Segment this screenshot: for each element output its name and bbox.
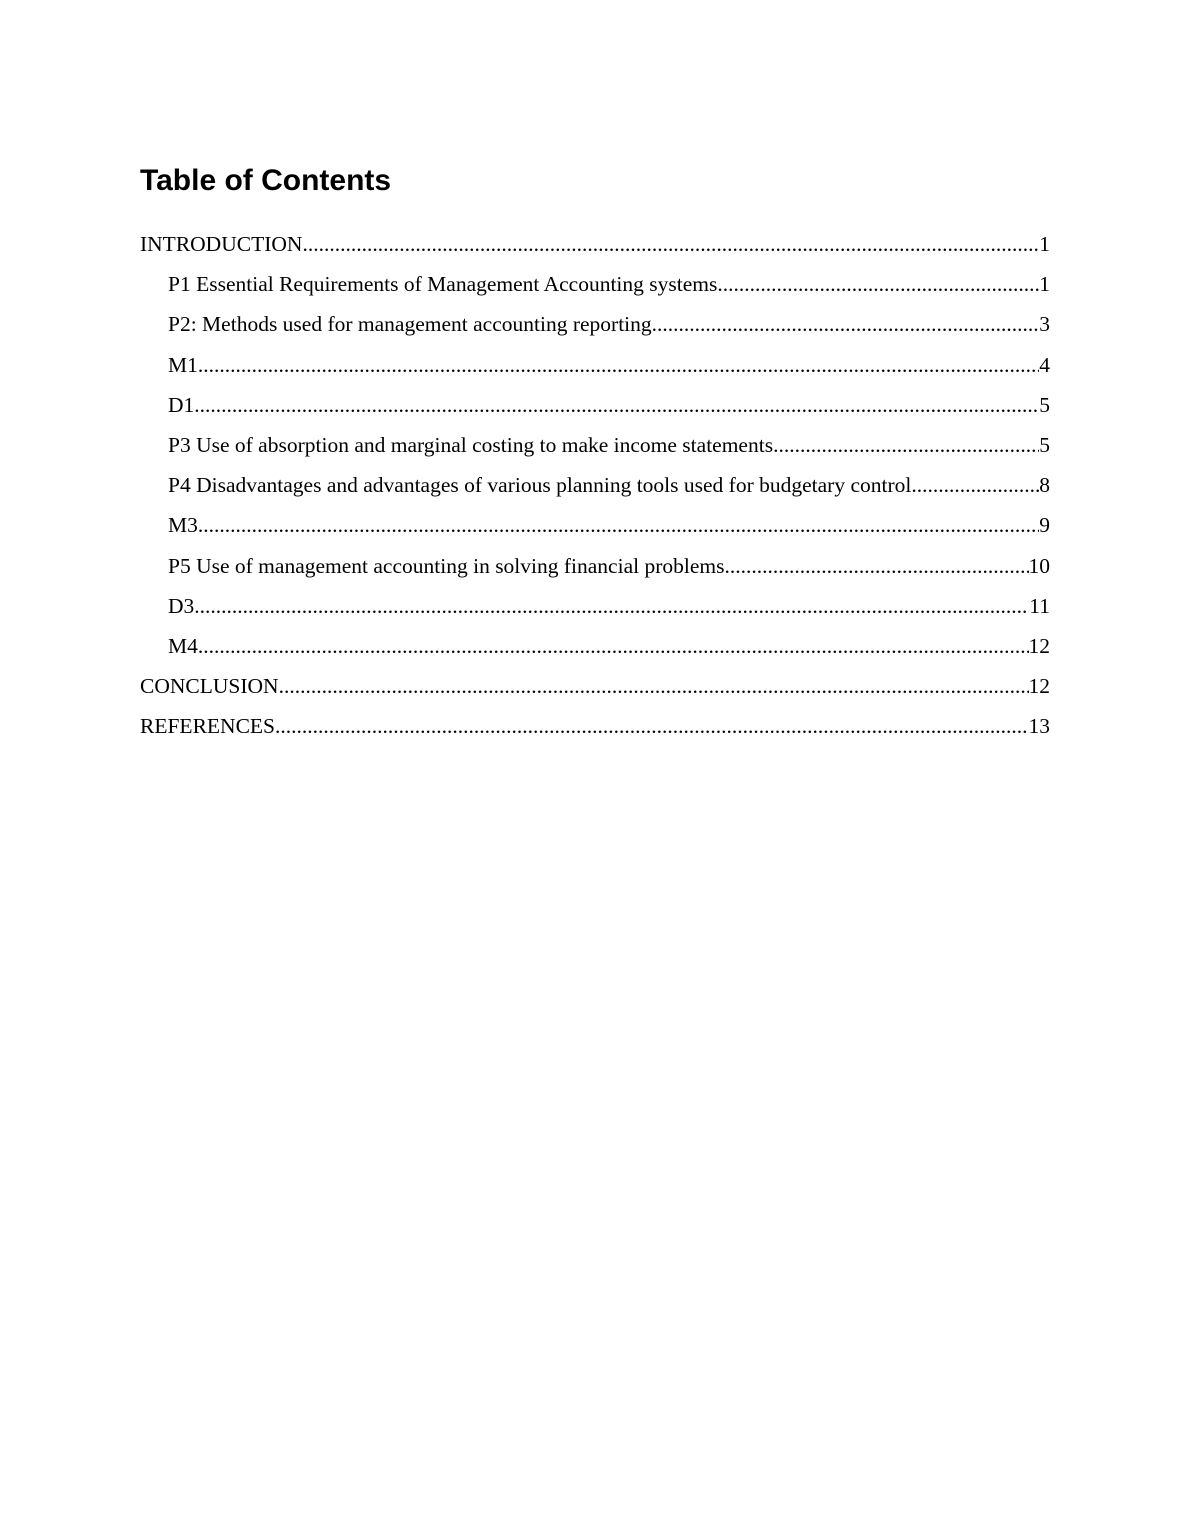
toc-entry-m1[interactable] [140, 345, 1050, 385]
toc-entry-m3[interactable] [140, 505, 1050, 545]
toc-entry-label: P2: Methods used for management accounting reporting [168, 312, 652, 337]
toc-entry-d1[interactable] [140, 385, 1050, 425]
toc-list [140, 224, 1050, 746]
dot-leader [198, 505, 1039, 545]
dot-leader [194, 586, 1029, 626]
toc-entry-page: 8 [1039, 473, 1050, 498]
dot-leader [198, 626, 1029, 666]
dot-leader [279, 666, 1029, 706]
dot-leader [724, 546, 1028, 586]
toc-entry-p4[interactable] [140, 465, 1050, 505]
toc-entry-page: 12 [1028, 674, 1050, 699]
toc-entry-label: P4 Disadvantages and advantages of various planning tools used for budgetary control [168, 473, 912, 498]
toc-entry-label: D1 [168, 392, 195, 417]
toc-entry-p5[interactable] [140, 546, 1050, 586]
dot-leader [275, 706, 1029, 746]
dot-leader [302, 224, 1039, 264]
toc-entry-p3[interactable] [140, 425, 1050, 465]
dot-leader [194, 385, 1039, 425]
dot-leader [717, 264, 1039, 304]
toc-entry-page: 9 [1039, 513, 1050, 538]
toc-entry-page: 13 [1028, 714, 1050, 739]
toc-entry-page: 10 [1028, 553, 1050, 578]
dot-leader [198, 345, 1039, 385]
toc-entry-page: 1 [1039, 232, 1050, 256]
toc-entry-label: M1 [168, 352, 198, 377]
toc-entry-page: 11 [1029, 593, 1050, 618]
toc-entry-p1[interactable] [140, 264, 1050, 304]
dot-leader [773, 425, 1039, 465]
toc-entry-label: INTRODUCTION [140, 232, 303, 256]
toc-entry-label: CONCLUSION [140, 674, 279, 699]
toc-entry-introduction[interactable] [140, 224, 1050, 264]
toc-entry-label: M4 [168, 633, 198, 658]
toc-heading: Table of Contents [140, 164, 392, 197]
toc-entry-page: 12 [1028, 633, 1050, 658]
toc-entry-label: P1 Essential Requirements of Management Accounting systems [168, 272, 718, 297]
toc-entry-m4[interactable] [140, 626, 1050, 666]
dot-leader [911, 465, 1039, 505]
toc-entry-d3[interactable] [140, 586, 1050, 626]
toc-entry-label: P5 Use of management accounting in solving financial problems [168, 553, 725, 578]
dot-leader [652, 304, 1040, 344]
toc-entry-page: 5 [1039, 392, 1050, 417]
toc-entry-conclusion[interactable] [140, 666, 1050, 706]
toc-entry-label: M3 [168, 513, 198, 538]
toc-entry-page: 3 [1039, 312, 1050, 337]
toc-entry-label: REFERENCES [140, 714, 275, 739]
toc-entry-references[interactable] [140, 706, 1050, 746]
toc-entry-p2[interactable] [140, 304, 1050, 344]
toc-entry-page: 1 [1039, 272, 1050, 297]
toc-entry-page: 4 [1039, 352, 1050, 377]
toc-entry-label: P3 Use of absorption and marginal costing to make income statements [168, 432, 774, 457]
toc-entry-page: 5 [1039, 432, 1050, 457]
toc-entry-label: D3 [168, 593, 195, 618]
